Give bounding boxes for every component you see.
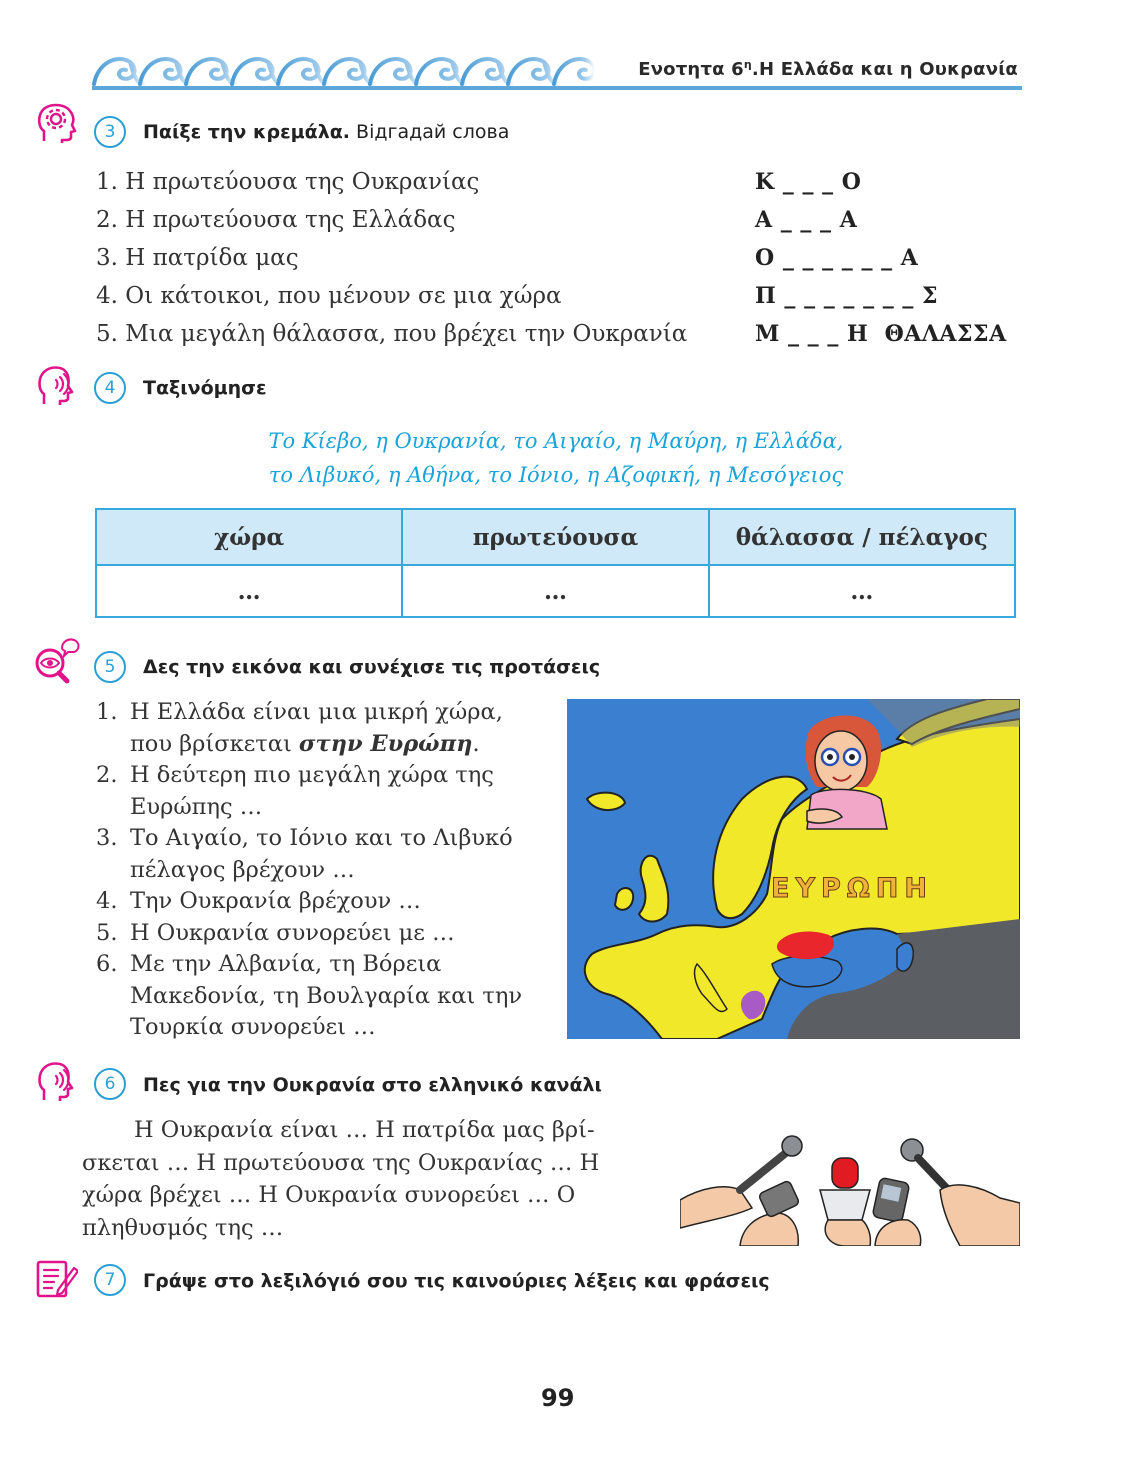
list-item: 1. Η πρωτεύουσα της Ουκρανίας: [96, 169, 480, 195]
task-number-5: 5: [94, 651, 126, 683]
sentence-list: [96, 697, 556, 1044]
paragraph-line: σκεται … Η πρωτεύουσα της Ουκρανίας … Η: [82, 1149, 600, 1176]
task-number-4: 4: [94, 372, 126, 404]
notebook-pencil-icon: [34, 1256, 78, 1300]
task-number-3: 3: [94, 116, 126, 148]
hangman-word: Κ _ _ _ Ο: [755, 169, 862, 195]
task-number-6: 6: [94, 1068, 126, 1100]
section-title: Ενοτητα $6^\eta.H$ Ελλάδα και η Ουκρανία: [638, 58, 1018, 80]
hangman-words: [755, 163, 1025, 353]
list-item: 4. Την Ουκρανία βρέχουν …: [96, 888, 421, 914]
column-header: πρωτεύουσα: [402, 509, 708, 565]
list-item: 4. Οι κάτοικοι, που μένουν σε μια χώρα: [96, 283, 562, 309]
head-gear-icon: [34, 101, 78, 145]
microphones-illustration: [680, 1128, 1020, 1246]
hangman-word: Ο _ _ _ _ _ _ Α: [755, 245, 919, 271]
page-number: 99: [541, 1384, 575, 1412]
girl-character: [805, 715, 887, 829]
eye-magnifier-icon: [32, 636, 82, 686]
column-header: θάλασσα / πέλαγος: [709, 509, 1015, 565]
list-item: 1. Η Ελλάδα είναι μια μικρή χώρα, που βρίσκεται στην Ευρώπη.: [96, 699, 503, 757]
hangman-clues: [96, 163, 746, 353]
speaking-head-icon: [34, 364, 78, 408]
map-label-europe: ΕΥΡΩΠΗ: [771, 873, 933, 904]
paragraph-line: πληθυσμός της …: [82, 1214, 284, 1241]
greek-key-wave-ornament: [88, 48, 608, 88]
column-header: χώρα: [96, 509, 402, 565]
list-item: 5. Μια μεγάλη θάλασσα, που βρέχει την Ουκρανία: [96, 321, 688, 347]
table-cell[interactable]: …: [709, 565, 1015, 617]
task-3-title: Παίξε την κρεμάλα. Відгадай слова: [143, 121, 510, 143]
hangman-word: Π _ _ _ _ _ _ _ Σ: [755, 283, 939, 309]
header-rule: [92, 86, 1022, 90]
task-7-title: Γράψε στο λεξιλόγιό σου τις καινούριες λέξεις και φράσεις: [143, 1270, 770, 1292]
table-header-row: [96, 509, 1015, 565]
word-bank: [96, 424, 1016, 492]
table-cell[interactable]: …: [96, 565, 402, 617]
speaking-head-icon: [34, 1060, 78, 1104]
task-4-title: Ταξινόμησε: [143, 377, 267, 399]
hangman-word: Α _ _ _ Α: [755, 207, 858, 233]
task-number-7: 7: [94, 1264, 126, 1296]
paragraph-line: Η Ουκρανία είναι … Η πατρίδα μας βρί-: [134, 1117, 595, 1143]
list-item: 2. Η πρωτεύουσα της Ελλάδας: [96, 207, 456, 233]
list-item: 3. Η πατρίδα μας: [96, 245, 299, 271]
task-5-title: Δες την εικόνα και συνέχισε τις προτάσεις: [143, 656, 601, 678]
task-6-title: Πες για την Ουκρανία στο ελληνικό κανάλι: [143, 1074, 602, 1096]
table-cell[interactable]: …: [402, 565, 708, 617]
list-item: 5. Η Ουκρανία συνορεύει με …: [96, 919, 455, 946]
europe-map-illustration: [567, 699, 1020, 1039]
hangman-word: Μ _ _ _ Η ΘΑΛΑΣΣΑ: [755, 321, 1007, 347]
tv-report-paragraph: [82, 1114, 656, 1244]
paragraph-line: χώρα βρέχει … Η Ουκρανία συνορεύει … Ο: [82, 1182, 576, 1208]
sorting-table: [95, 508, 1016, 618]
list-item: 6. Με την Αλβανία, τη Βόρεια Μακεδονία, τη Βουλγαρία και την Τουρκία συνορεύει …: [96, 951, 523, 1040]
list-item: 3. Το Αιγαίο, το Ιόνιο και το Λιβυκό πέλαγος βρέχουν …: [96, 825, 513, 883]
word-bank-line: Το Κίεβο, η Ουκρανία, το Αιγαίο, η Μαύρη, η Ελλάδα,: [268, 429, 844, 453]
table-row: [96, 565, 1015, 617]
word-bank-line: το Λιβυκό, η Αθήνα, το Ιόνιο, η Αζοφική, η Μεσόγειος: [268, 463, 844, 487]
list-item: 2. Η δεύτερη πιο μεγάλη χώρα της Ευρώπης …: [96, 762, 494, 820]
